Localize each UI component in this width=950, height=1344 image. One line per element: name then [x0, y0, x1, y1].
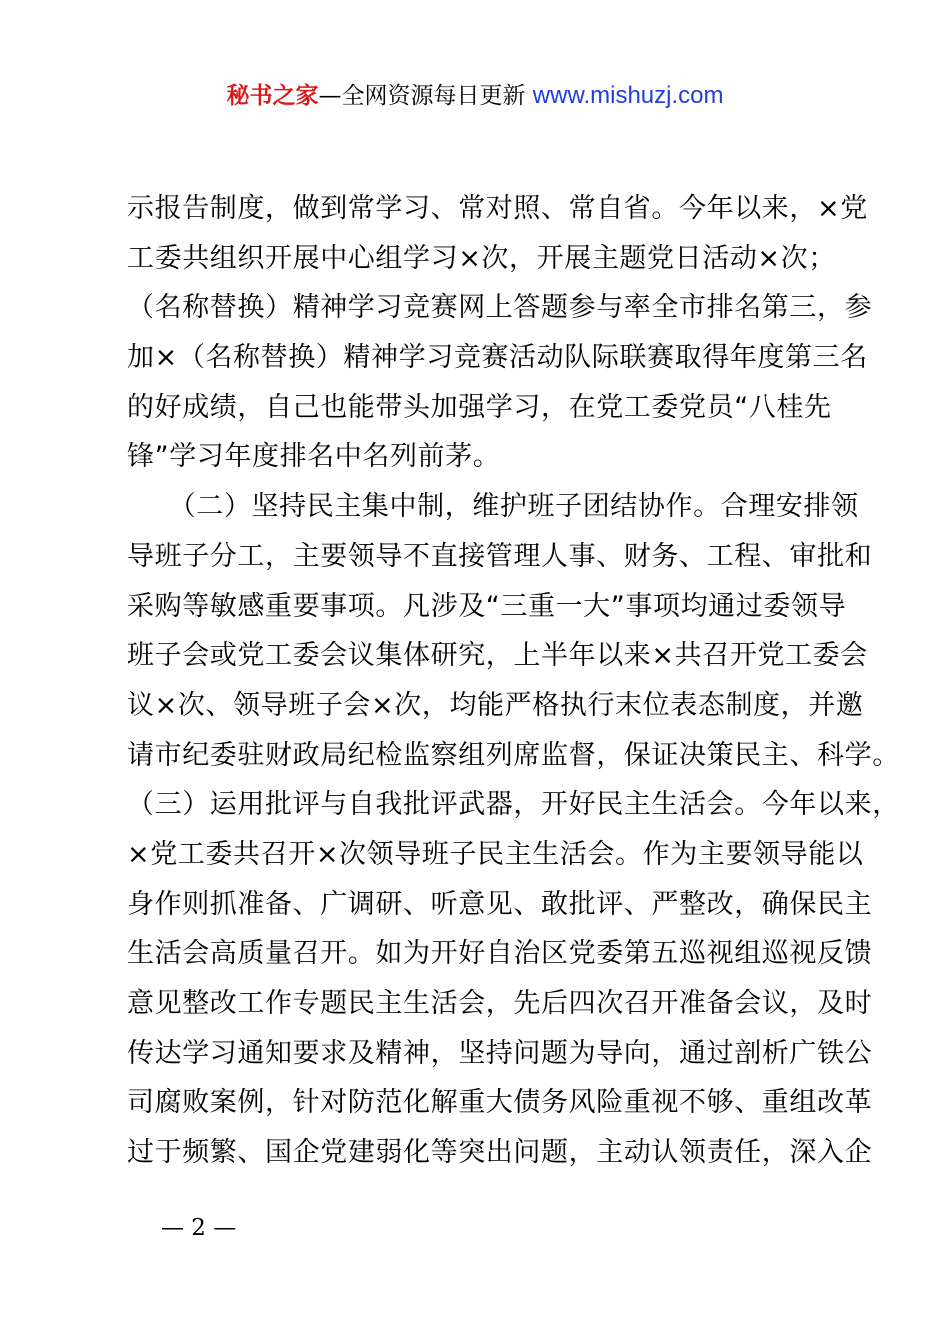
- text-line: 过于频繁、国企党建弱化等突出问题，主动认领责任，深入企: [127, 1137, 873, 1169]
- text-line: 意见整改工作专题民主生活会，先后四次召开准备会议，及时: [127, 988, 873, 1019]
- text-line: 请市纪委驻财政局纪检监察组列席监督，保证决策民主、科学。: [127, 739, 900, 771]
- text-line: 班子会或党工委会议集体研究，上半年以来×共召开党工委会: [127, 640, 868, 672]
- text-line: 司腐败案例，针对防范化解重大债务风险重视不够、重组改革: [127, 1087, 873, 1119]
- text-line: 加×（名称替换）精神学习竞赛活动队际联赛取得年度第三名: [127, 342, 868, 374]
- text-line: 议×次、领导班子会×次，均能严格执行末位表态制度，并邀: [127, 689, 864, 721]
- text-line: 锋”学习年度排名中名列前茅。: [127, 441, 501, 473]
- text-line: （名称替换）精神学习竞赛网上答题参与率全市排名第三，参: [127, 292, 873, 324]
- page-number: — 2 —: [161, 1215, 237, 1241]
- text-line: 示报告制度，做到常学习、常对照、常自省。今年以来，×党: [127, 193, 868, 224]
- text-line: 的好成绩，自己也能带头加强学习，在党工委党员“八桂先: [127, 391, 832, 423]
- text-line: 工委共组织开展中心组学习×次，开展主题党日活动×次；: [127, 242, 836, 274]
- brand-name: 秘书之家: [226, 83, 319, 109]
- document-body: [127, 184, 900, 1178]
- site-header: [0, 80, 950, 112]
- text-line: 生活会高质量召开。如为开好自治区党委第五巡视组巡视反馈: [127, 938, 873, 970]
- site-url-link[interactable]: www.mishuzj.com: [532, 82, 724, 109]
- text-line: （三）运用批评与自我批评武器，开好民主生活会。今年以来，: [127, 789, 900, 821]
- text-line: （二）坚持民主集中制，维护班子团结协作。合理安排领: [127, 491, 859, 523]
- text-line: 导班子分工，主要领导不直接管理人事、财务、工程、审批和: [127, 540, 873, 572]
- text-line: 身作则抓准备、广调研、听意见、敢批评、严整改，确保民主: [127, 888, 873, 920]
- text-line: 采购等敏感重要事项。凡涉及“三重一大”事项均通过委领导: [127, 590, 847, 622]
- header-tagline: —全网资源每日更新: [318, 83, 526, 109]
- text-line: ×党工委共召开×次领导班子民主生活会。作为主要领导能以: [127, 838, 864, 870]
- text-line: 传达学习通知要求及精神，坚持问题为导向，通过剖析广铁公: [127, 1037, 873, 1069]
